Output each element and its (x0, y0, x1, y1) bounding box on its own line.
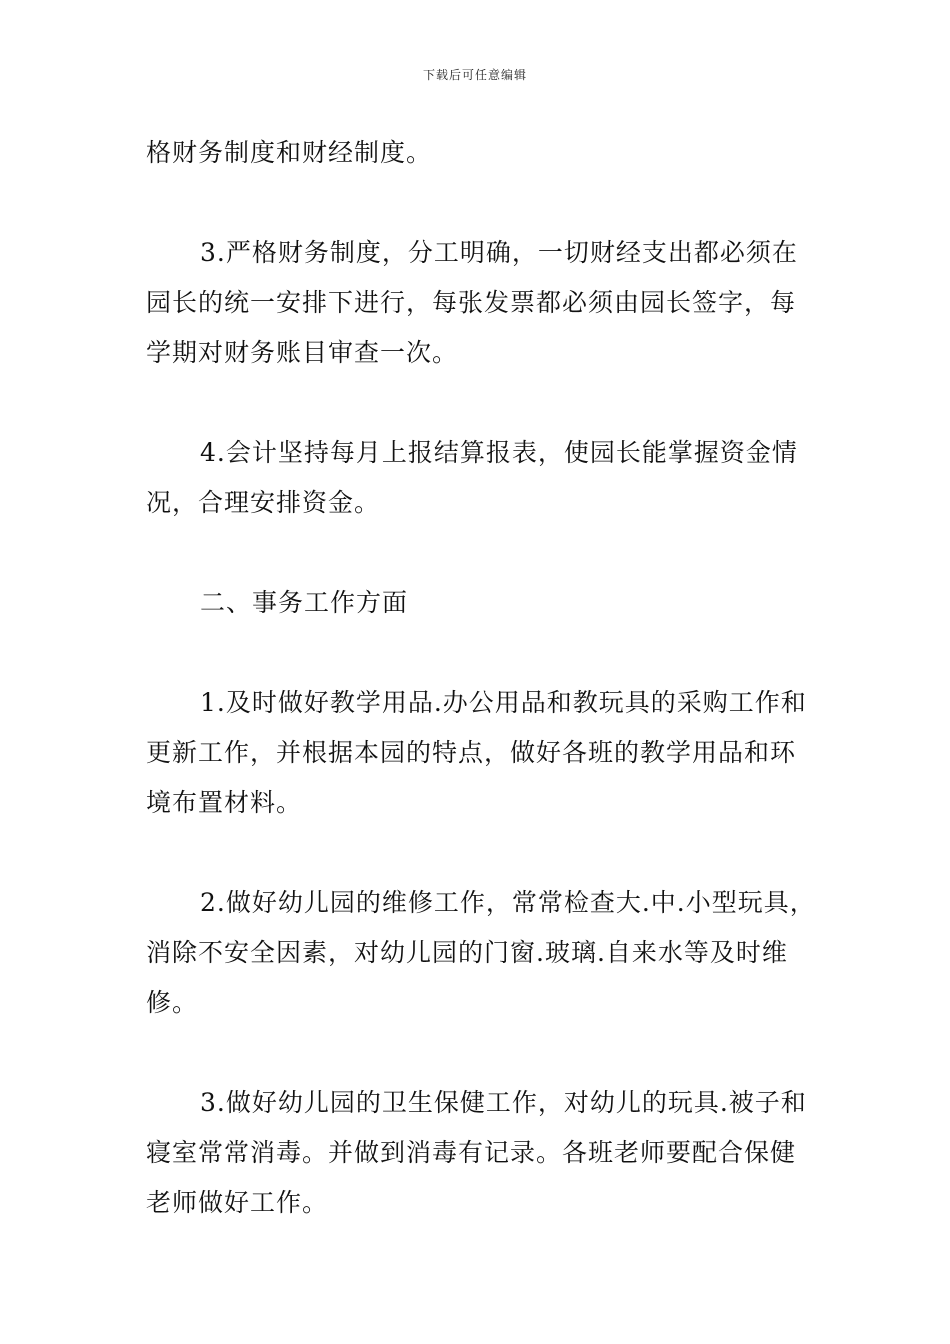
text-line: 修。 (146, 988, 199, 1017)
paragraph-continuation (146, 128, 806, 178)
text-line: 学期对财务账目审查一次。 (146, 338, 459, 367)
text-line: 更新工作，并根据本园的特点，做好各班的教学用品和环 (146, 738, 797, 767)
text-line: 境布置材料。 (146, 788, 303, 817)
page-header-note: 下载后可任意编辑 (422, 68, 527, 82)
paragraph-affairs-item-1 (146, 678, 806, 828)
section-heading-affairs (146, 578, 806, 628)
text-line: 3.严格财务制度，分工明确，一切财经支出都必须在 (200, 238, 798, 267)
text-line: 寝室常常消毒。并做到消毒有记录。各班老师要配合保健 (146, 1138, 797, 1167)
text-line: 况，合理安排资金。 (146, 488, 381, 517)
paragraph-finance-item-4 (146, 428, 806, 528)
paragraph-affairs-item-2 (146, 878, 816, 1028)
text-line: 二、事务工作方面 (200, 588, 409, 617)
paragraph-finance-item-3 (146, 228, 806, 378)
text-line: 4.会计坚持每月上报结算报表，使园长能掌握资金情 (200, 438, 798, 467)
text-line: 消除不安全因素，对幼儿园的门窗.玻璃.自来水等及时维 (146, 938, 788, 967)
paragraph-affairs-item-3 (146, 1078, 806, 1228)
document-body (146, 128, 816, 1278)
text-line: 格财务制度和财经制度。 (146, 138, 433, 167)
text-line: 1.及时做好教学用品.办公用品和教玩具的采购工作和 (200, 688, 807, 717)
text-line: 2.做好幼儿园的维修工作，常常检查大.中.小型玩具， (200, 888, 816, 917)
text-line: 园长的统一安排下进行，每张发票都必须由园长签字，每 (146, 288, 797, 317)
text-line: 老师做好工作。 (146, 1188, 329, 1217)
text-line: 3.做好幼儿园的卫生保健工作，对幼儿的玩具.被子和 (200, 1088, 807, 1117)
